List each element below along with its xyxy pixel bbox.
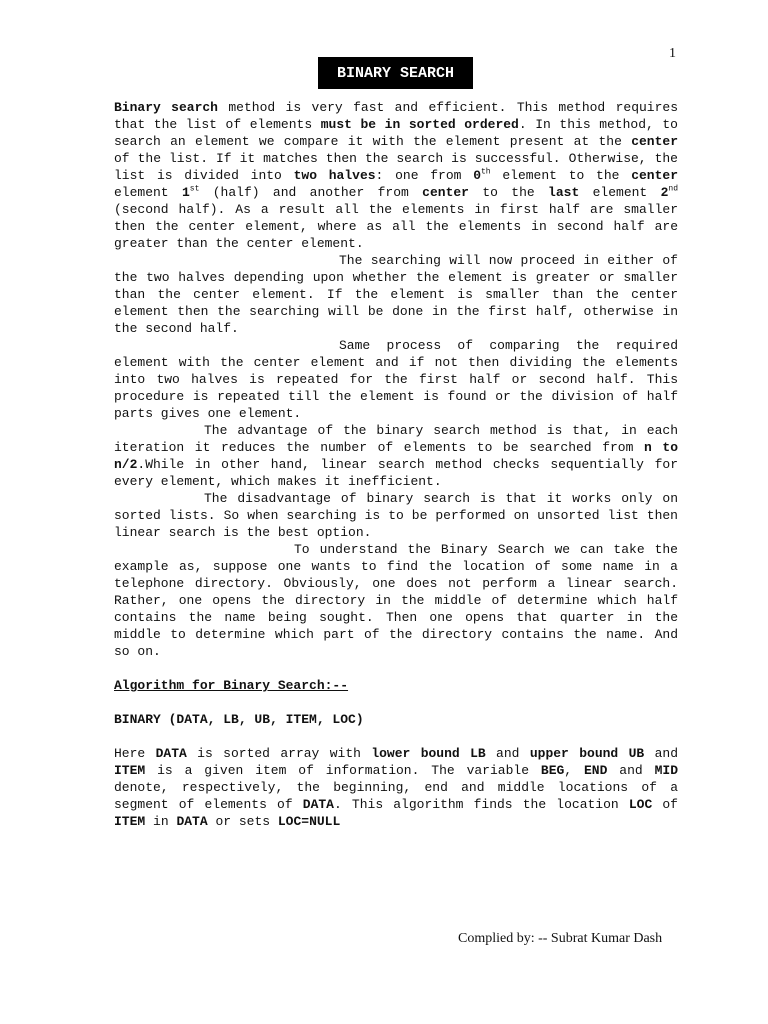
disadvantage-paragraph: The disadvantage of binary search is that it works only on sorted lists. So when searching is to be performed on unsorted list then linear search is the best option. <box>114 491 678 540</box>
page-title: BINARY SEARCH <box>318 57 473 89</box>
algorithm-heading: Algorithm for Binary Search:-- <box>114 678 349 693</box>
algorithm-description: Here DATA is sorted array with lower bound LB and upper bound UB and ITEM is a given item of information. The variable BEG, END and MID denote, respectively, the beginning, end and middle locations of a segment of elements of DATA. This algorithm finds the location LOC of ITEM in DATA or sets LOC=NULL <box>114 746 678 829</box>
example-paragraph: To understand the Binary Search we can take the example as, suppose one wants to find the location of some name in a telephone directory. Obviously, one does not perform a linear search. Rather, one opens the directory in the middle of determine which half contains the name being sought. Then one opens that quarter in the middle to determine which part of the directory contains the name. And so on. <box>114 542 678 659</box>
intro-paragraph: Binary search method is very fast and efficient. This method requires that the list of elements must be in sorted ordered. In this method, to search an element we compare it with the element present at the center of the list. If it matches then the search is successful. Otherwise, the list is divided into two halves: one from 0th element to the center element 1st (half) and another from center to the last element 2nd (second half). As a result all the elements in first half are smaller then the center element, where as all the elements in second half are greater than the center element. <box>114 100 679 251</box>
page-number: 1 <box>669 46 676 61</box>
document-body <box>114 99 678 830</box>
search-proceed-paragraph: The searching will now proceed in either of the two halves depending upon whether the element is greater or smaller than the center element. If the element is smaller than the center element then the searching will be done in the first half, otherwise in the second half. <box>114 253 678 336</box>
same-process-paragraph: Same process of comparing the required element with the center element and if not then dividing the elements into two halves is repeated for the first half or second half. This procedure is repeated till the element is found or the division of half parts gives one element. <box>114 338 678 421</box>
footer-credit: Complied by: -- Subrat Kumar Dash <box>458 931 663 946</box>
advantage-paragraph: The advantage of the binary search method is that, in each iteration it reduces the number of elements to be searched from n to n/2.While in other hand, linear search method checks sequentially for every element, which makes it inefficient. <box>114 423 678 489</box>
algorithm-signature: BINARY (DATA, LB, UB, ITEM, LOC) <box>114 712 364 727</box>
